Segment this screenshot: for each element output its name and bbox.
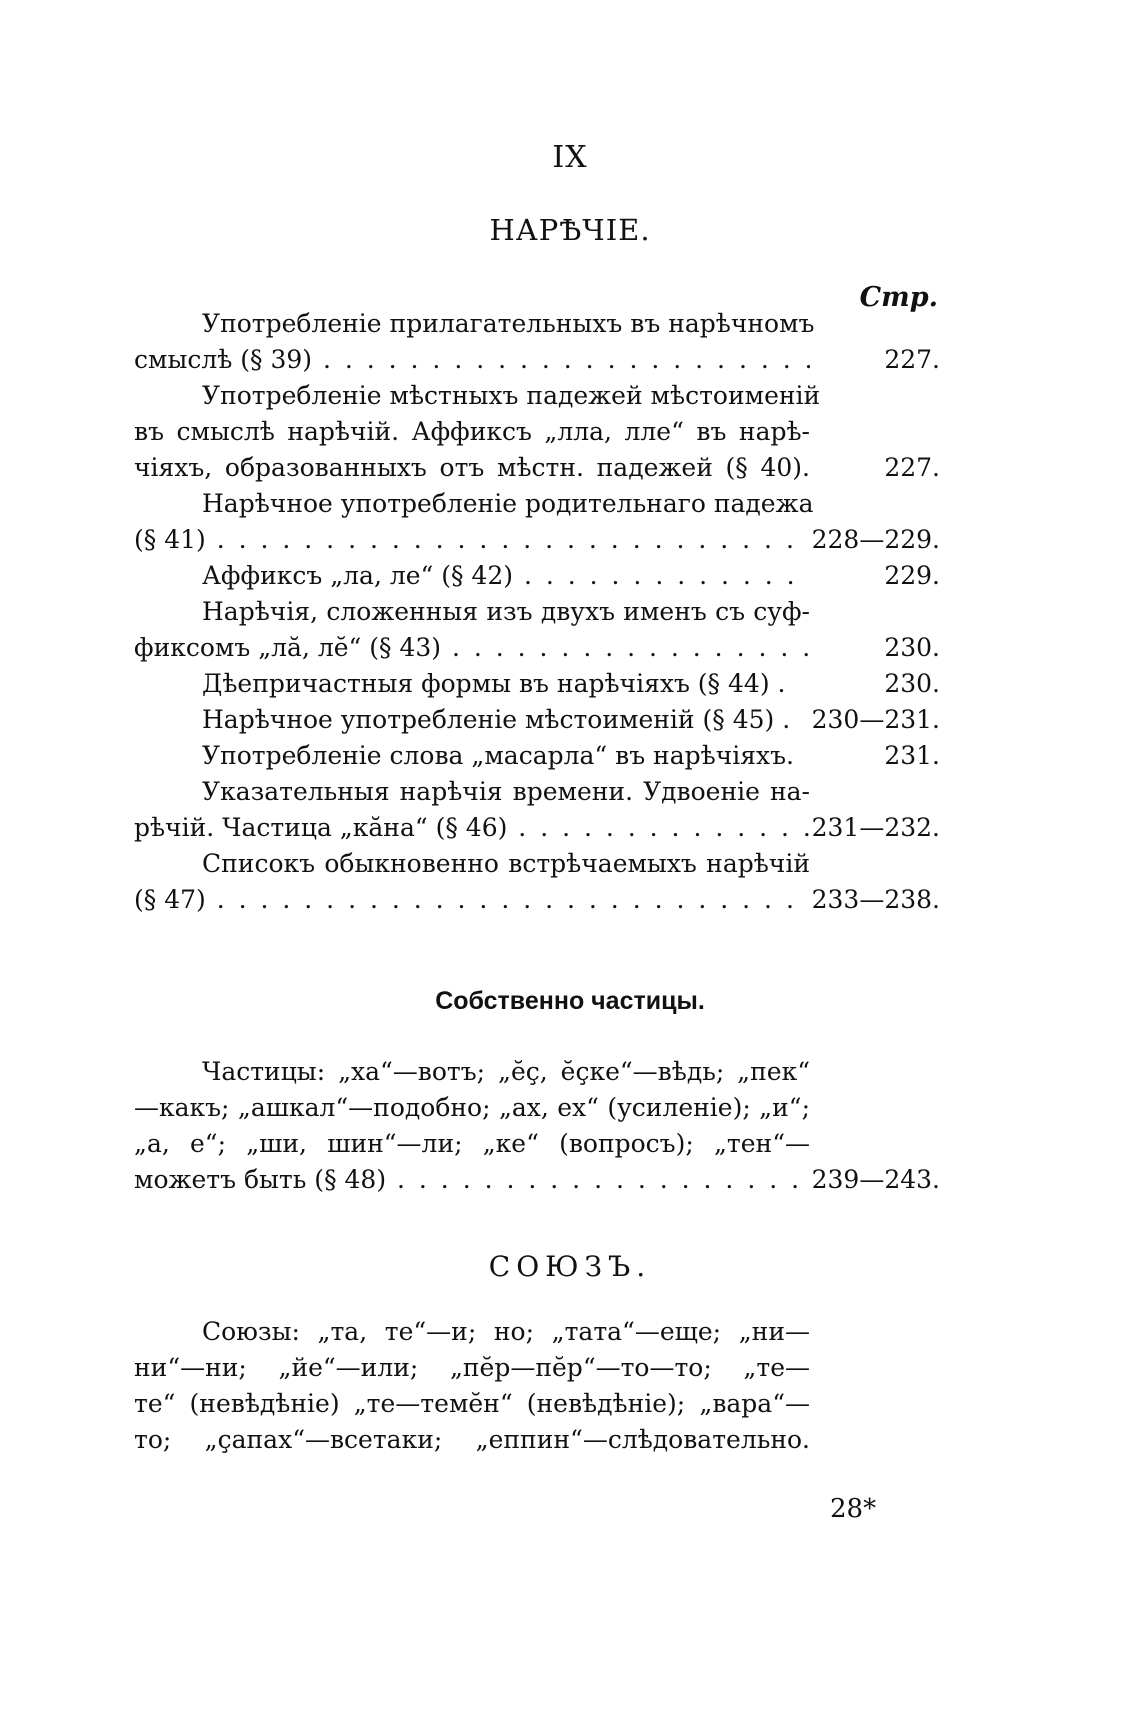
toc-text: (§ 47) . . . (134, 882, 810, 918)
toc-page: 230—231. (811, 705, 940, 734)
particles-paragraph (134, 1054, 940, 1198)
paragraph-text: Союзы: „та, те“—и; но; „тата“—еще; „ни— (202, 1317, 810, 1346)
page-number: IX (552, 140, 588, 175)
toc-narechie (134, 306, 940, 918)
paragraph-text: то; „çапах“—всетаки; „еппин“—слѣдовательно. (134, 1425, 810, 1454)
toc-page: 229. (884, 561, 940, 590)
toc-text: (§ 41) . . . (134, 522, 810, 558)
toc-text: Нарѣчное употребленіе мѣстоименій (§ 45) . (202, 705, 791, 734)
toc-line (134, 450, 940, 486)
toc-text: чіяхъ, образованныхъ отъ мѣстн. падежей (§ 40). (134, 453, 810, 482)
paragraph-text: —какъ; „ашкал“—подобно; „ах, ех“ (усиленіе); „и“; (134, 1093, 810, 1122)
printer-signature-mark: 28* (830, 1494, 877, 1524)
column-header-pages: Стр. (859, 282, 938, 313)
paragraph-text: можетъ быть (§ 48) . . . (134, 1162, 810, 1198)
toc-line (134, 558, 940, 594)
toc-text: Нарѣчное употребленіе родительнаго падежа (202, 489, 814, 518)
toc-text: Нарѣчія, сложенныя изъ двухъ именъ съ суф- (202, 597, 810, 626)
paragraph-line (134, 1090, 940, 1126)
toc-line (134, 522, 940, 558)
section-heading-particles: Собственно частицы. (435, 987, 705, 1015)
toc-line (134, 342, 940, 378)
toc-page: 231—232. (811, 813, 940, 842)
toc-line (134, 882, 940, 918)
section-heading-conjunction: СОЮЗЪ. (488, 1250, 652, 1283)
toc-text: фиксомъ „лă, лĕ“ (§ 43) . . . (134, 630, 810, 666)
toc-text: смыслѣ (§ 39) . . . (134, 342, 810, 378)
paragraph-text: ни“—ни; „йе“—или; „пĕр—пĕр“—то—то; „те— (134, 1353, 810, 1382)
toc-page: 230. (884, 669, 940, 698)
toc-line (134, 846, 940, 882)
section-heading-narechie: НАРѢЧІЕ. (489, 213, 651, 247)
toc-line (134, 306, 940, 342)
toc-page: 233—238. (811, 885, 940, 914)
paragraph-line (134, 1314, 940, 1350)
toc-page: 227. (884, 453, 940, 482)
toc-line (134, 378, 940, 414)
paragraph-line (134, 1386, 940, 1422)
toc-line (134, 594, 940, 630)
paragraph-line (134, 1422, 940, 1458)
toc-line (134, 738, 940, 774)
paragraph-line (134, 1054, 940, 1090)
paragraph-text: те“ (невѣдѣніе) „те—темĕн“ (невѣдѣніе); „вара“— (134, 1389, 810, 1418)
toc-page: 239—243. (811, 1165, 940, 1194)
toc-text: Списокъ обыкновенно встрѣчаемыхъ нарѣчій (202, 849, 810, 878)
toc-page: 227. (884, 345, 940, 374)
paragraph-line (134, 1350, 940, 1386)
toc-page: 231. (884, 741, 940, 770)
toc-line (134, 810, 940, 846)
toc-line (134, 414, 940, 450)
toc-text: рѣчій. Частица „кăна“ (§ 46) . . . (134, 810, 810, 846)
toc-line (134, 630, 940, 666)
conjunction-paragraph (134, 1314, 940, 1458)
toc-text: въ смыслѣ нарѣчій. Аффиксъ „лла, лле“ въ нарѣ- (134, 417, 810, 446)
toc-text: Употребленіе слова „масарла“ въ нарѣчіяхъ. (202, 741, 794, 770)
toc-line (134, 702, 940, 738)
paragraph-text: „а, е“; „ши, шин“—ли; „ке“ (вопросъ); „тен“— (134, 1129, 810, 1158)
toc-text: Указательныя нарѣчія времени. Удвоеніе на- (202, 777, 810, 806)
toc-text: Дѣепричастныя формы въ нарѣчіяхъ (§ 44) . (202, 669, 786, 698)
toc-line (134, 666, 940, 702)
paragraph-line (134, 1126, 940, 1162)
paragraph-text: Частицы: „ха“—вотъ; „ĕç, ĕçке“—вѣдь; „пек“ (202, 1057, 810, 1086)
toc-text: Аффиксъ „ла, ле“ (§ 42) . . . (202, 558, 810, 594)
toc-line (134, 774, 940, 810)
toc-page: 230. (884, 633, 940, 662)
toc-text: Употребленіе мѣстныхъ падежей мѣстоименій (202, 381, 821, 410)
paragraph-line (134, 1162, 940, 1198)
toc-text: Употребленіе прилагательныхъ въ нарѣчномъ (202, 309, 815, 338)
toc-line (134, 486, 940, 522)
toc-page: 228—229. (811, 525, 940, 554)
